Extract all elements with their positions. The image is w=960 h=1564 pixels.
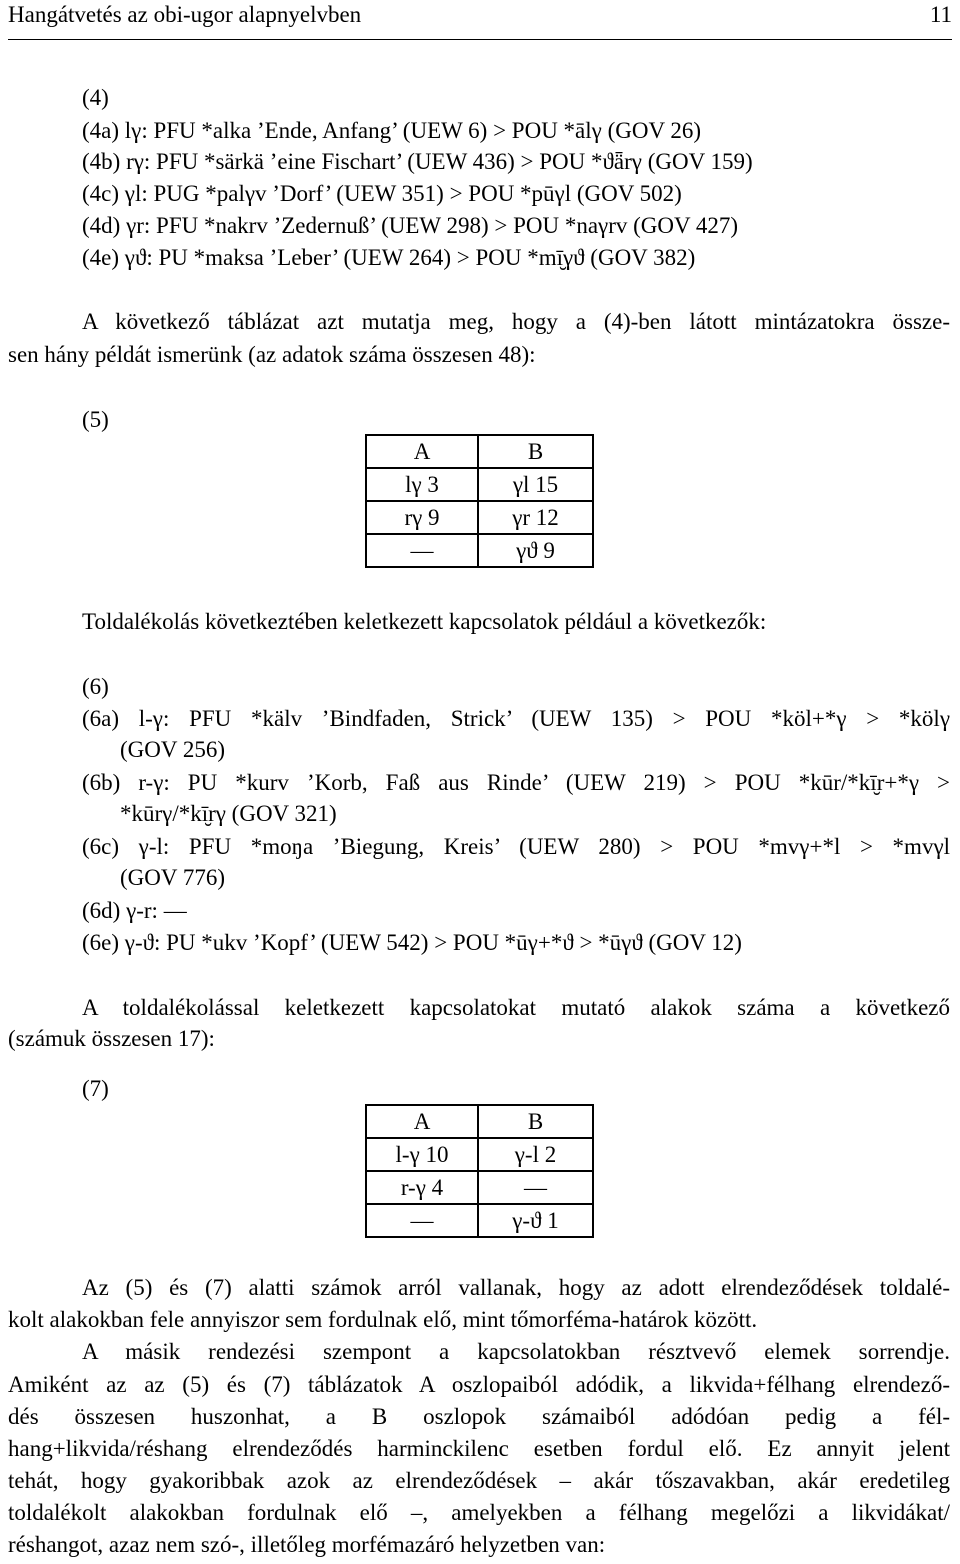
table-cell: γr 12: [478, 501, 593, 534]
table-7: [365, 1104, 594, 1238]
paragraph-1-line-2: sen hány példát ismerünk (az adatok száma összesen 48):: [8, 342, 536, 367]
table-row: [366, 501, 593, 534]
header-rule: [8, 39, 952, 40]
table-cell: l-γ 10: [366, 1138, 478, 1171]
table-cell: lγ 3: [366, 468, 478, 501]
paragraph-4-line-7: tehát, hogy gyakoribbak azok az elrendeződések – akár tőszavakban, akár eredetileg: [8, 1468, 950, 1493]
paragraph-4-line-6: hang+likvida/réshang elrendeződés harminckilenc esetben fordul elő. Ez annyit jelent: [8, 1436, 950, 1461]
example-4b: (4b) rγ: PFU *särkä ’eine Fischart’ (UEW 436) > POU *ϑǟrγ (GOV 159): [82, 149, 753, 174]
table-cell: —: [366, 534, 478, 567]
example-6c-continuation: (GOV 776): [120, 865, 225, 890]
example-4a: (4a) lγ: PFU *alka ’Ende, Anfang’ (UEW 6) > POU *ālγ (GOV 26): [82, 118, 702, 143]
paragraph-2: Toldalékolás következtében keletkezett kapcsolatok például a következők:: [82, 609, 767, 634]
running-title: Hangátvetés az obi-ugor alapnyelvben: [8, 2, 362, 27]
table-cell: r-γ 4: [366, 1171, 478, 1204]
example-6c: (6c) γ-l: PFU *moŋa ’Biegung, Kreis’ (UEW 280) > POU *mvγ+*l > *mvγl: [82, 834, 950, 859]
table-header-cell: A: [366, 435, 478, 468]
example-6e: (6e) γ-ϑ: PU *ukv ’Kopf’ (UEW 542) > POU *ūγ+*ϑ > *ūγϑ (GOV 12): [82, 930, 742, 955]
paragraph-4-line-5: dés összesen huszonhat, a B oszlopok számaiból adódóan pedig a fél-: [8, 1404, 950, 1429]
table-cell: rγ 9: [366, 501, 478, 534]
paragraph-1-line-1: A következő táblázat azt mutatja meg, hogy a (4)-ben látott mintázatokra össze-: [82, 309, 950, 334]
paragraph-3-line-1: A toldalékolással keletkezett kapcsolatokat mutató alakok száma a következő: [82, 995, 950, 1020]
table-cell: γ-l 2: [478, 1138, 593, 1171]
table-cell: γϑ 9: [478, 534, 593, 567]
table-row: [366, 1138, 593, 1171]
table-5-label: (5): [82, 407, 109, 432]
example-4c: (4c) γl: PUG *palγv ’Dorf’ (UEW 351) > POU *pūγl (GOV 502): [82, 181, 682, 206]
paragraph-4-line-3: A másik rendezési szempont a kapcsolatokban résztvevő elemek sorrendje.: [82, 1339, 950, 1364]
table-header-cell: B: [478, 435, 593, 468]
page-header: [8, 0, 952, 40]
table-7-label: (7): [82, 1076, 109, 1101]
table-row: [366, 1171, 593, 1204]
paragraph-4-line-2: kolt alakokban fele annyiszor sem fordulnak elő, mint tőmorféma-határok között.: [8, 1307, 758, 1332]
table-cell: —: [478, 1171, 593, 1204]
table-row: [366, 1204, 593, 1237]
page-number: 11: [929, 2, 952, 27]
table-cell: γl 15: [478, 468, 593, 501]
table-row: [366, 468, 593, 501]
example-6b: (6b) r-γ: PU *kurv ’Korb, Faß aus Rinde’ (UEW 219) > POU *kūr/*kī̮r+*γ >: [82, 770, 950, 795]
paragraph-3-line-2: (számuk összesen 17):: [8, 1026, 215, 1051]
table-header-cell: A: [366, 1105, 478, 1138]
example-4d: (4d) γr: PFU *nakrv ’Zedernuß’ (UEW 298) > POU *naγrv (GOV 427): [82, 213, 739, 238]
paragraph-4-line-9: réshangot, azaz nem szó-, illetőleg morfémazáró helyzetben van:: [8, 1532, 606, 1557]
example-6b-continuation: *kūrγ/*kī̮rγ (GOV 321): [120, 801, 337, 826]
table-row: [366, 435, 593, 468]
table-5: [365, 434, 594, 568]
example-4e: (4e) γϑ: PU *maksa ’Leber’ (UEW 264) > POU *mī̮γϑ (GOV 382): [82, 245, 696, 270]
paragraph-4-line-1: Az (5) és (7) alatti számok arról vallanak, hogy az adott elrendeződések toldalé-: [82, 1275, 950, 1300]
example-6-label: (6): [82, 674, 109, 699]
example-6d: (6d) γ-r: —: [82, 898, 187, 923]
example-6a: (6a) l-γ: PFU *kälv ’Bindfaden, Strick’ (UEW 135) > POU *köl+*γ > *kölγ: [82, 706, 950, 731]
example-6a-continuation: (GOV 256): [120, 737, 225, 762]
example-4-label: (4): [82, 85, 109, 110]
table-row: [366, 1105, 593, 1138]
table-cell: γ-ϑ 1: [478, 1204, 593, 1237]
table-cell: —: [366, 1204, 478, 1237]
paragraph-4-line-8: toldalékolt alakokban fordulnak elő –, amelyekben a félhang megelőzi a likvidákat/: [8, 1500, 950, 1525]
table-row: [366, 534, 593, 567]
table-header-cell: B: [478, 1105, 593, 1138]
paragraph-4-line-4: Amiként az az (5) és (7) táblázatok A oszlopaiból adódik, a likvida+félhang elrendező-: [8, 1372, 950, 1397]
